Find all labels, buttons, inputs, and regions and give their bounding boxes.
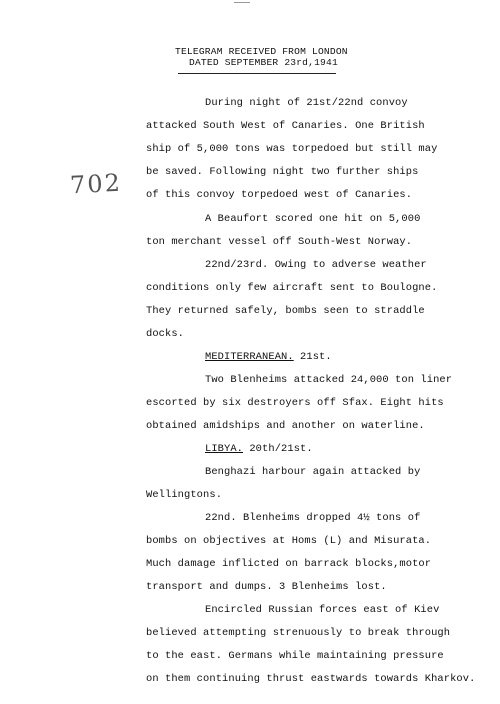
body-line: Encircled Russian forces east of Kiev	[205, 604, 440, 616]
heading-date: 20th/21st.	[243, 443, 313, 455]
body-line: attacked South West of Canaries. One British	[146, 120, 425, 132]
body-line: conditions only few aircraft sent to Boulogne.	[146, 282, 438, 294]
body-line: ship of 5,000 tons was torpedoed but still may	[146, 143, 438, 155]
body-line: ton merchant vessel off South-West Norway.	[146, 236, 413, 248]
body-line: on them continuing thrust eastwards towards Kharkov.	[146, 673, 476, 685]
header-title: TELEGRAM RECEIVED FROM LONDON	[175, 46, 348, 57]
telegram-header	[175, 46, 348, 68]
body-line: A Beaufort scored one hit on 5,000	[205, 213, 421, 225]
heading-text: LIBYA.	[205, 443, 244, 455]
scan-mark	[232, 0, 252, 10]
body-line: obtained amidships and another on waterline.	[146, 420, 425, 432]
body-line: Wellingtons.	[146, 489, 223, 501]
body-line: of this convoy torpedoed west of Canaries.	[146, 189, 413, 201]
heading-date: 21st.	[293, 351, 332, 363]
section-heading-libya	[205, 443, 313, 455]
body-line: to the east. Germans while maintaining pressure	[146, 650, 444, 662]
margin-reference-number: 702	[69, 168, 123, 200]
body-line: docks.	[146, 328, 185, 340]
body-line: be saved. Following night two further ships	[146, 166, 419, 178]
body-line: During night of 21st/22nd convoy	[205, 97, 408, 109]
body-line: 22nd/23rd. Owing to adverse weather	[205, 259, 427, 271]
body-line: escorted by six destroyers off Sfax. Eight hits	[146, 397, 444, 409]
header-underline	[178, 73, 336, 74]
body-line: 22nd. Blenheims dropped 4½ tons of	[205, 512, 421, 524]
heading-text: MEDITERRANEAN.	[205, 351, 294, 363]
header-date: DATED SEPTEMBER 23rd,1941	[189, 57, 338, 68]
body-line: believed attempting strenuously to break through	[146, 627, 451, 639]
body-line: Two Blenheims attacked 24,000 ton liner	[205, 374, 453, 386]
body-line: They returned safely, bombs seen to straddle	[146, 305, 425, 317]
body-line: Benghazi harbour again attacked by	[205, 466, 421, 478]
section-heading-mediterranean	[205, 351, 332, 363]
body-line: transport and dumps. 3 Blenheims lost.	[146, 581, 387, 593]
body-line: Much damage inflicted on barrack blocks,motor	[146, 558, 432, 570]
body-line: bombs on objectives at Homs (L) and Misurata.	[146, 535, 432, 547]
